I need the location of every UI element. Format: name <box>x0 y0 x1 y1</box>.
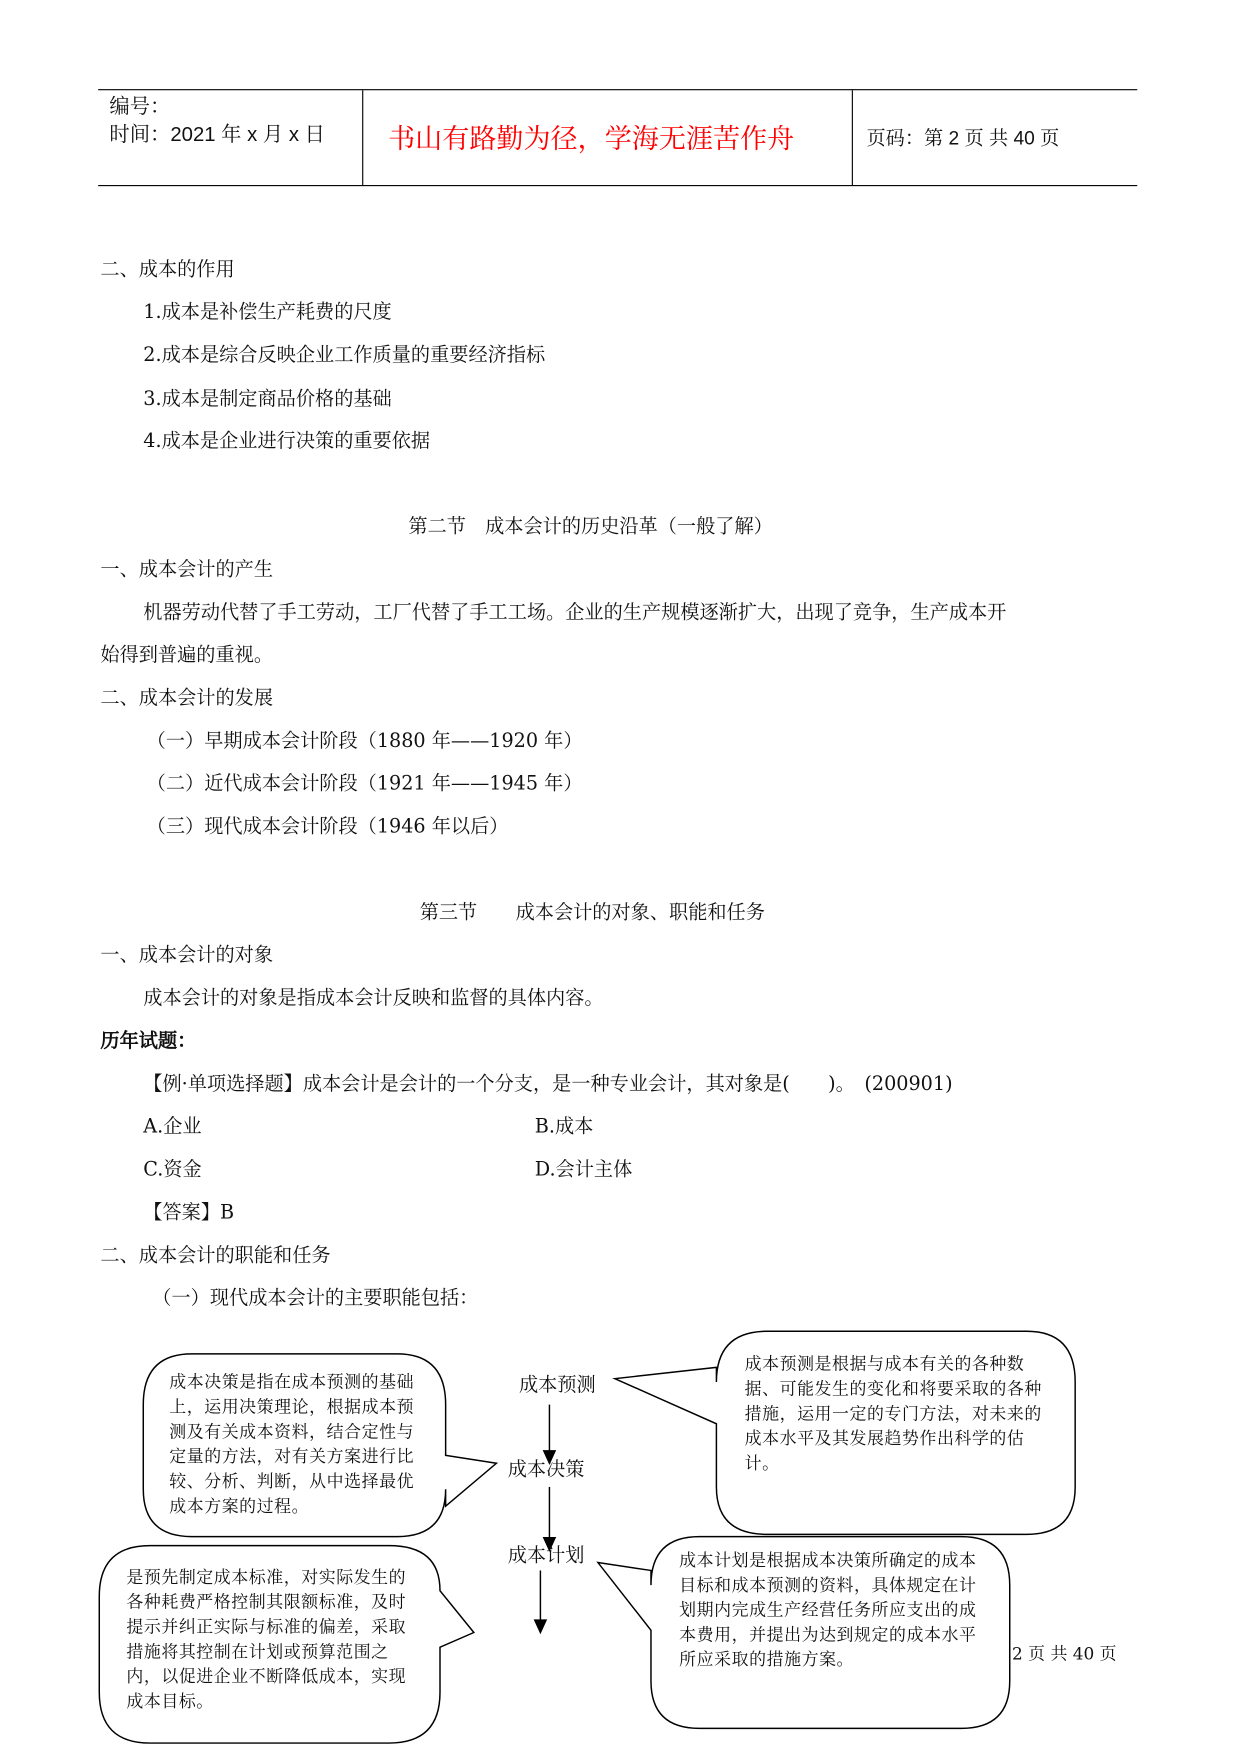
list-item: （二）近代成本会计阶段（1921 年——1945 年） <box>146 772 583 796</box>
option-c: C.资金 <box>143 1158 202 1182</box>
section-heading: 一、成本会计的产生 <box>100 558 274 582</box>
sub-heading: （一）现代成本会计的主要职能包括： <box>152 1287 479 1310</box>
section-heading: 二、成本的作用 <box>100 258 235 281</box>
list-item: 2.成本是综合反映企业工作质量的重要经济指标 <box>143 344 546 367</box>
motto: 书山有路勤为径，学海无涯苦作舟 <box>388 122 795 155</box>
question: 【例·单项选择题】成本会计是会计的一个分支，是一种专业会计，其对象是( )。 (200901) <box>143 1072 953 1096</box>
exam-heading: 历年试题： <box>100 1030 197 1052</box>
paragraph: 机器劳动代替了手工劳动，工厂代替了手工工场。企业的生产规模逐渐扩大，出现了竞争，生产成本开 <box>143 601 1007 624</box>
option-b: B.成本 <box>534 1115 594 1139</box>
option-d: D.会计主体 <box>534 1158 633 1182</box>
section-heading: 二、成本会计的职能和任务 <box>100 1244 331 1267</box>
page-label: 页码：第 2 页 共 40 页 <box>866 127 1060 149</box>
arrow-head-icon <box>535 1620 546 1632</box>
list-item: （三）现代成本会计阶段（1946 年以后） <box>146 815 509 839</box>
paragraph: 成本会计的对象是指成本会计反映和监督的具体内容。 <box>143 987 604 1010</box>
list-item: 4.成本是企业进行决策的重要依据 <box>143 429 431 453</box>
answer: 【答案】B <box>143 1201 235 1225</box>
node-decision: 成本决策 <box>507 1458 585 1482</box>
section-heading: 二、成本会计的发展 <box>100 687 274 710</box>
paragraph: 始得到普遍的重视。 <box>100 644 274 667</box>
option-a: A.企业 <box>143 1115 202 1139</box>
node-plan: 成本计划 <box>507 1544 585 1568</box>
section-title: 第三节 成本会计的对象、职能和任务 <box>419 901 765 924</box>
plan-note: 成本计划是根据成本决策所确定的成本目标和成本预测的资料，具体规定在计划期内完成生产经营任务所应支出的成本费用，并提出为达到规定的成本水平所应采取的措施方案。 <box>679 1550 977 1670</box>
control-note: 是预先制定成本标准，对实际发生的各种耗费严格控制其限额标准，及时提示并纠正实际与标准的偏差，采取措施将其控制在计划或预算范围之内，以促进企业不断降低成本，实现成本目标。 <box>126 1567 407 1712</box>
decision-note: 成本决策是指在成本预测的基础上，运用决策理论，根据成本预测及有关成本资料，结合定性与定量的方法，对有关方案进行比较、分析、判断，从中选择最优成本方案的过程。 <box>169 1371 415 1517</box>
date-label: 时间：2021 年 x 月 x 日 <box>109 122 325 146</box>
page-footer: 2 页 共 40 页 <box>1011 1643 1117 1665</box>
number-label: 编号： <box>109 94 171 118</box>
list-item: 1.成本是补偿生产耗费的尺度 <box>143 301 392 324</box>
list-item: 3.成本是制定商品价格的基础 <box>143 388 392 411</box>
forecast-note: 成本预测是根据与成本有关的各种数据、可能发生的变化和将要采取的各种措施，运用一定的专门方法，对未来的成本水平及其发展趋势作出科学的估计。 <box>744 1353 1042 1474</box>
node-forecast: 成本预测 <box>518 1374 596 1397</box>
section-heading: 一、成本会计的对象 <box>100 944 274 967</box>
section-title: 第二节 成本会计的历史沿革（一般了解） <box>408 515 773 539</box>
list-item: （一）早期成本会计阶段（1880 年——1920 年） <box>146 729 583 753</box>
